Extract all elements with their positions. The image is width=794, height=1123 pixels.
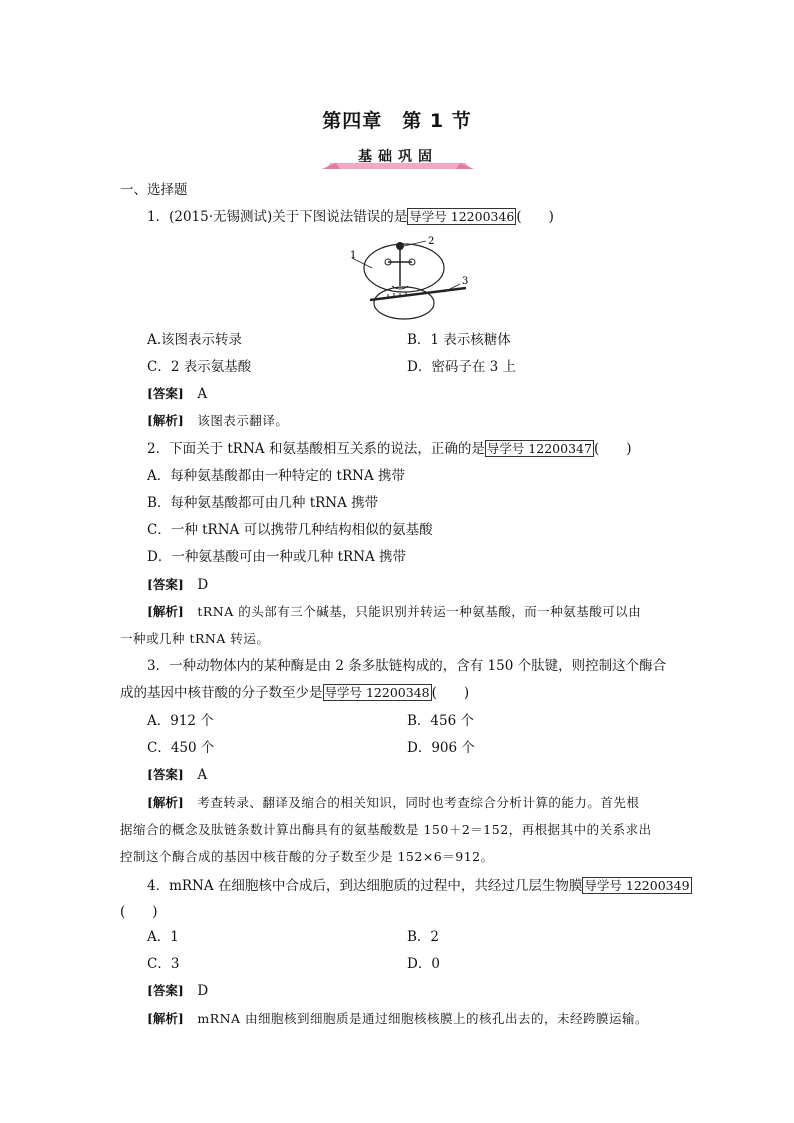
question-3-stem-cont — [120, 684, 469, 702]
answer-paren-line: ( ) — [120, 904, 158, 920]
explanation-tag: [解析] — [147, 1011, 184, 1026]
option-d[interactable]: D．0 — [407, 956, 440, 972]
answer-paren: ( ) — [516, 209, 554, 225]
answer-value: A — [197, 767, 208, 783]
question-1-stem — [147, 208, 554, 226]
option-d[interactable]: D．906 个 — [407, 740, 475, 756]
diagram-label-3: 3 — [462, 276, 469, 287]
explanation-text: mRNA 由细胞核到细胞质是通过细胞核核膜上的核孔出去的，未经跨膜运输。 — [197, 1011, 649, 1026]
explanation-line — [147, 1010, 648, 1028]
explanation-line — [147, 794, 639, 812]
answer-tag: [答案] — [147, 767, 184, 782]
explanation-line-wrap: 一种或几种 tRNA 转运。 — [120, 631, 270, 646]
reference-number[interactable]: 导学号 12200347 — [486, 441, 592, 456]
translation-diagram — [348, 234, 478, 326]
answer-value: D — [197, 577, 209, 593]
answer-line — [147, 982, 208, 1000]
explanation-tag: [解析] — [147, 604, 184, 619]
explanation-text: 考查转录、翻译及缩合的相关知识，同时也考查综合分析计算的能力。首先根 — [197, 795, 640, 810]
reference-number[interactable]: 导学号 12200348 — [324, 685, 430, 700]
option-d[interactable]: D．一种氨基酸可由一种或几种 tRNA 携带 — [147, 549, 407, 565]
explanation-line-wrap: 据缩合的概念及肽链条数计算出酶具有的氨基酸数是 150＋2＝152，再根据其中的关系求出 — [120, 822, 652, 837]
question-stem-text: 成的基因中核苷酸的分子数至少是 — [120, 685, 323, 701]
option-c[interactable]: C．450 个 — [147, 740, 215, 756]
answer-tag: [答案] — [147, 386, 184, 401]
option-b[interactable]: B．1 表示核糖体 — [407, 332, 511, 348]
question-2-stem — [147, 440, 631, 458]
answer-paren: ( ) — [431, 685, 470, 701]
option-d[interactable]: D．密码子在 3 上 — [407, 359, 516, 375]
question-stem-text: 1．(2015·无锡测试)关于下图说法错误的是 — [147, 209, 408, 225]
option-b[interactable]: B．456 个 — [407, 713, 474, 729]
option-a[interactable]: A．1 — [147, 929, 179, 945]
section-heading: 一、选择题 — [120, 182, 188, 198]
page-title: 第四章 第 1 节 — [322, 110, 472, 132]
banner-title: 基础巩固 — [358, 149, 438, 165]
option-c[interactable]: C．3 — [147, 956, 180, 972]
question-stem-text: 4．mRNA 在细胞核中合成后，到达细胞质的过程中，共经过几层生物膜 — [147, 878, 583, 894]
explanation-line-wrap: 控制这个酶合成的基因中核苷酸的分子数至少是 152×6＝912。 — [120, 849, 494, 864]
answer-value: D — [197, 983, 209, 999]
option-b[interactable]: B．2 — [407, 929, 440, 945]
explanation-tag: [解析] — [147, 413, 184, 428]
answer-line — [147, 385, 207, 403]
explanation-line — [147, 412, 288, 430]
explanation-line — [147, 603, 641, 621]
option-a[interactable]: A．912 个 — [147, 713, 214, 729]
option-c[interactable]: C．2 表示氨基酸 — [147, 359, 252, 375]
question-4-stem — [147, 877, 692, 895]
answer-line — [147, 576, 208, 594]
question-stem-text: 2．下面关于 tRNA 和氨基酸相互关系的说法，正确的是 — [147, 441, 485, 457]
reference-number[interactable]: 导学号 12200346 — [409, 209, 515, 224]
option-b[interactable]: B．每种氨基酸都可由几种 tRNA 携带 — [147, 495, 379, 511]
answer-tag: [答案] — [147, 983, 184, 998]
section-banner — [320, 143, 476, 171]
option-a[interactable]: A.该图表示转录 — [147, 332, 243, 348]
answer-value: A — [197, 386, 208, 402]
answer-tag: [答案] — [147, 577, 184, 592]
explanation-text: tRNA 的头部有三个碱基，只能识别并转运一种氨基酸，而一种氨基酸可以由 — [197, 604, 642, 619]
explanation-text: 该图表示翻译。 — [197, 413, 289, 428]
diagram-label-2: 2 — [428, 236, 435, 247]
explanation-tag: [解析] — [147, 795, 184, 810]
answer-paren: ( ) — [593, 441, 632, 457]
reference-number[interactable]: 导学号 12200349 — [584, 878, 690, 893]
diagram-label-1: 1 — [350, 250, 357, 261]
question-3-stem: 3．一种动物体内的某种酶是由 2 条多肽链构成的，含有 150 个肽键，则控制这个酶合 — [147, 658, 667, 674]
option-a[interactable]: A．每种氨基酸都由一种特定的 tRNA 携带 — [147, 468, 405, 484]
option-c[interactable]: C．一种 tRNA 可以携带几种结构相似的氨基酸 — [147, 522, 433, 538]
answer-line — [147, 766, 207, 784]
